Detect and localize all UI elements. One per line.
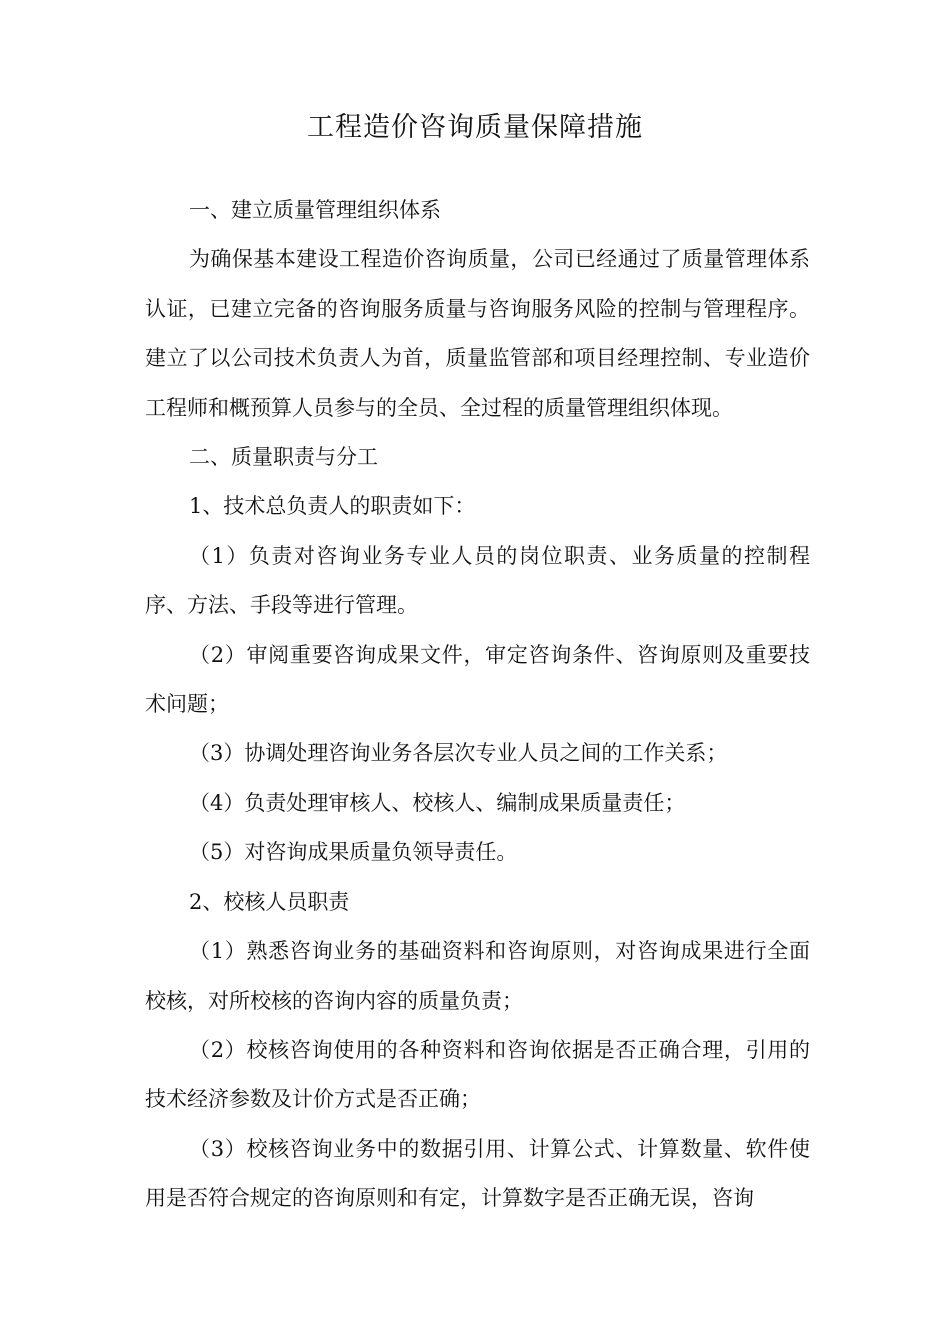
document-title: 工程造价咨询质量保障措施	[307, 112, 643, 143]
section-heading: 二、质量职责与分工	[189, 445, 378, 470]
subsection-heading: 1、技术总负责人的职责如下：	[189, 494, 476, 519]
list-item: （5）对咨询成果质量负领导责任。	[189, 840, 518, 865]
list-item: （4）负责处理审核人、校核人、编制成果质量责任；	[189, 790, 686, 815]
list-item: （2）审阅重要咨询成果文件，审定咨询条件、咨询原则及重要技术问题；	[145, 642, 810, 717]
paragraph: 为确保基本建设工程造价咨询质量，公司已经通过了质量管理体系认证，已建立完备的咨询服务质量与咨询服务风险的控制与管理程序。建立了以公司技术负责人为首，质量监管部和项目经理控制、专业造价工程师和概预算人员参与的全员、全过程的质量管理组织体现。	[145, 247, 810, 420]
list-item: （2）校核咨询使用的各种资料和咨询依据是否正确合理，引用的技术经济参数及计价方式是否正确；	[145, 1037, 810, 1112]
list-item: （1）负责对咨询业务专业人员的岗位职责、业务质量的控制程序、方法、手段等进行管理。	[145, 543, 810, 618]
list-item: （3）协调处理咨询业务各层次专业人员之间的工作关系；	[189, 741, 728, 766]
document-body	[145, 186, 810, 1224]
section-heading: 一、建立质量管理组织体系	[189, 198, 441, 222]
subsection-heading: 2、校核人员职责	[189, 889, 350, 914]
list-item: （1）熟悉咨询业务的基础资料和咨询原则，对咨询成果进行全面校核，对所校核的咨询内容的质量负责；	[145, 939, 810, 1013]
list-item: （3）校核咨询业务中的数据引用、计算公式、计算数量、软件使用是否符合规定的咨询原则和有定，计算数字是否正确无误，咨询	[145, 1136, 810, 1211]
